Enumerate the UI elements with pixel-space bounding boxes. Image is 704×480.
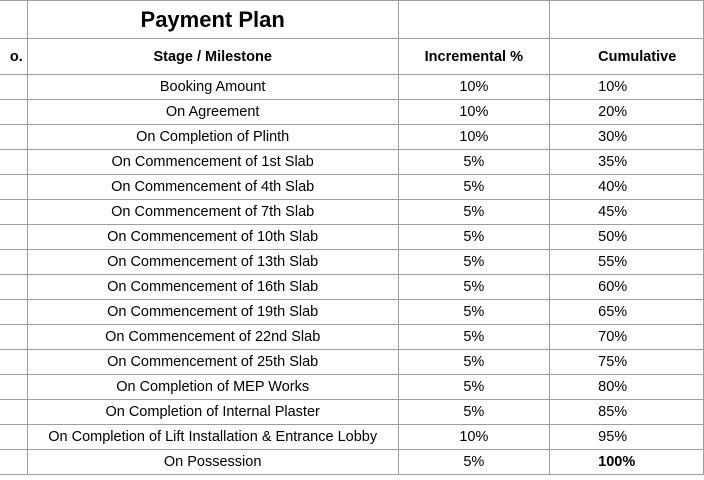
table-row bbox=[0, 200, 704, 225]
header-row bbox=[0, 39, 704, 75]
row-number-cell bbox=[0, 125, 27, 150]
incremental-cell: 5% bbox=[398, 225, 550, 250]
cumulative-cell: 35% bbox=[550, 150, 704, 175]
row-number-cell bbox=[0, 275, 27, 300]
stage-cell: On Agreement bbox=[27, 100, 398, 125]
column-header-stage: Stage / Milestone bbox=[27, 39, 398, 75]
row-number-cell bbox=[0, 400, 27, 425]
incremental-cell: 10% bbox=[398, 125, 550, 150]
cumulative-cell: 85% bbox=[550, 400, 704, 425]
table-row bbox=[0, 150, 704, 175]
stage-cell: On Possession bbox=[27, 450, 398, 475]
table-row bbox=[0, 450, 704, 475]
stage-cell: On Completion of Plinth bbox=[27, 125, 398, 150]
row-number-cell bbox=[0, 375, 27, 400]
incremental-cell: 10% bbox=[398, 425, 550, 450]
incremental-cell: 10% bbox=[398, 100, 550, 125]
stage-cell: On Commencement of 13th Slab bbox=[27, 250, 398, 275]
row-number-cell bbox=[0, 75, 27, 100]
stage-cell: On Commencement of 4th Slab bbox=[27, 175, 398, 200]
table-row bbox=[0, 175, 704, 200]
stage-cell: On Commencement of 7th Slab bbox=[27, 200, 398, 225]
table-row bbox=[0, 300, 704, 325]
title-cell-empty-mid bbox=[398, 1, 550, 39]
cumulative-cell: 80% bbox=[550, 375, 704, 400]
cumulative-cell: 55% bbox=[550, 250, 704, 275]
table-row bbox=[0, 75, 704, 100]
stage-cell: On Completion of Internal Plaster bbox=[27, 400, 398, 425]
cumulative-cell: 100% bbox=[550, 450, 704, 475]
cumulative-cell: 95% bbox=[550, 425, 704, 450]
stage-cell: On Commencement of 10th Slab bbox=[27, 225, 398, 250]
row-number-cell bbox=[0, 250, 27, 275]
cumulative-cell: 70% bbox=[550, 325, 704, 350]
cumulative-cell: 30% bbox=[550, 125, 704, 150]
incremental-cell: 5% bbox=[398, 275, 550, 300]
stage-cell: Booking Amount bbox=[27, 75, 398, 100]
stage-cell: On Completion of Lift Installation & Entrance Lobby bbox=[27, 425, 398, 450]
table-row bbox=[0, 425, 704, 450]
row-number-cell bbox=[0, 175, 27, 200]
title-cell-empty-left bbox=[0, 1, 27, 39]
incremental-cell: 5% bbox=[398, 250, 550, 275]
stage-cell: On Commencement of 1st Slab bbox=[27, 150, 398, 175]
cumulative-cell: 10% bbox=[550, 75, 704, 100]
column-header-sno: o. bbox=[0, 39, 27, 75]
incremental-cell: 5% bbox=[398, 375, 550, 400]
stage-cell: On Commencement of 16th Slab bbox=[27, 275, 398, 300]
stage-cell: On Commencement of 25th Slab bbox=[27, 350, 398, 375]
row-number-cell bbox=[0, 325, 27, 350]
title-row bbox=[0, 1, 704, 39]
row-number-cell bbox=[0, 300, 27, 325]
row-number-cell bbox=[0, 200, 27, 225]
column-header-cumulative: Cumulative bbox=[550, 39, 704, 75]
row-number-cell bbox=[0, 350, 27, 375]
cumulative-cell: 40% bbox=[550, 175, 704, 200]
cumulative-cell: 50% bbox=[550, 225, 704, 250]
table-body bbox=[0, 1, 704, 475]
table-row bbox=[0, 100, 704, 125]
cumulative-cell: 20% bbox=[550, 100, 704, 125]
stage-cell: On Commencement of 19th Slab bbox=[27, 300, 398, 325]
incremental-cell: 5% bbox=[398, 150, 550, 175]
table-row bbox=[0, 125, 704, 150]
table-row bbox=[0, 250, 704, 275]
stage-cell: On Completion of MEP Works bbox=[27, 375, 398, 400]
table-row bbox=[0, 375, 704, 400]
cumulative-cell: 45% bbox=[550, 200, 704, 225]
incremental-cell: 5% bbox=[398, 200, 550, 225]
incremental-cell: 5% bbox=[398, 350, 550, 375]
table-row bbox=[0, 350, 704, 375]
incremental-cell: 5% bbox=[398, 400, 550, 425]
table-row bbox=[0, 275, 704, 300]
cumulative-cell: 75% bbox=[550, 350, 704, 375]
table-row bbox=[0, 225, 704, 250]
incremental-cell: 10% bbox=[398, 75, 550, 100]
row-number-cell bbox=[0, 450, 27, 475]
row-number-cell bbox=[0, 425, 27, 450]
row-number-cell bbox=[0, 100, 27, 125]
incremental-cell: 5% bbox=[398, 325, 550, 350]
column-header-incremental: Incremental % bbox=[398, 39, 550, 75]
row-number-cell bbox=[0, 225, 27, 250]
table-row bbox=[0, 325, 704, 350]
page-title: Payment Plan bbox=[27, 1, 398, 39]
incremental-cell: 5% bbox=[398, 175, 550, 200]
incremental-cell: 5% bbox=[398, 300, 550, 325]
cumulative-cell: 65% bbox=[550, 300, 704, 325]
stage-cell: On Commencement of 22nd Slab bbox=[27, 325, 398, 350]
cumulative-cell: 60% bbox=[550, 275, 704, 300]
table-row bbox=[0, 400, 704, 425]
title-cell-empty-right bbox=[550, 1, 704, 39]
row-number-cell bbox=[0, 150, 27, 175]
incremental-cell: 5% bbox=[398, 450, 550, 475]
